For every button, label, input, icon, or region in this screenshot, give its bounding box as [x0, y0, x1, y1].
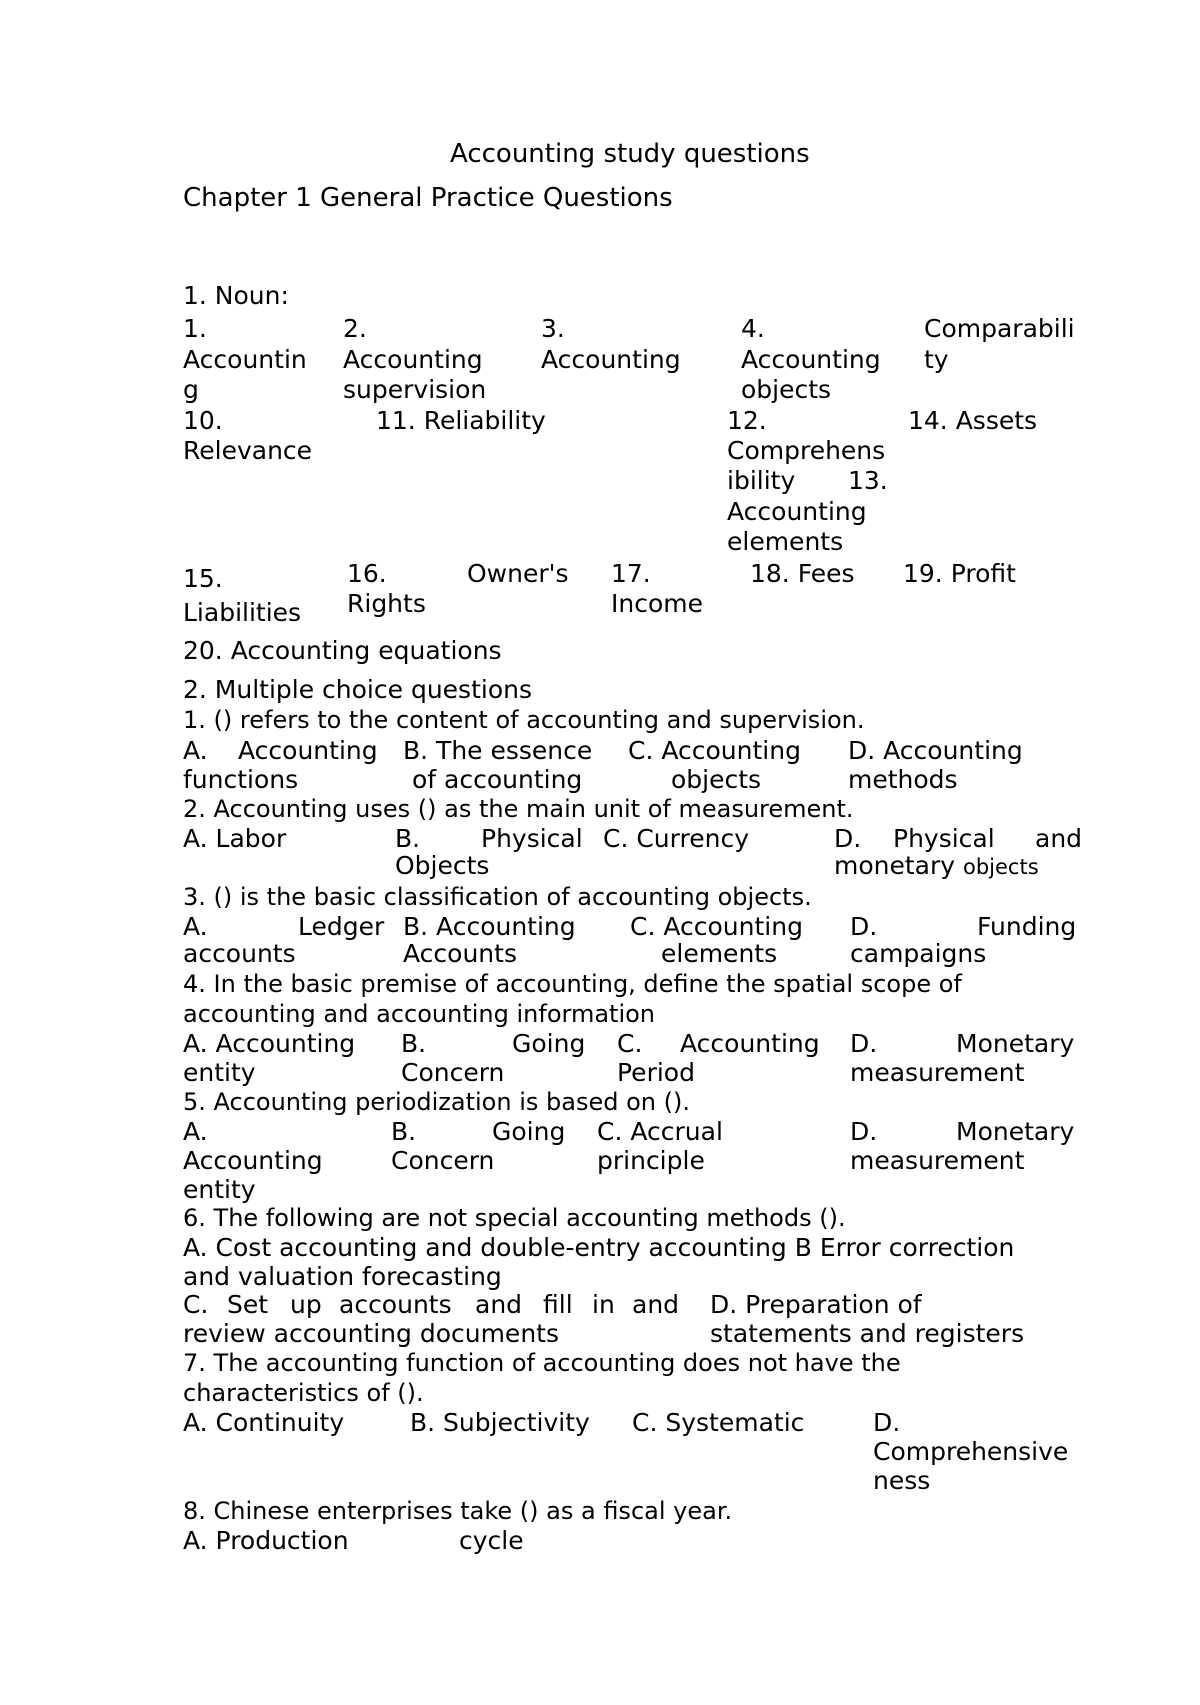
noun-item: 2.	[343, 314, 367, 343]
option-c: and	[632, 1290, 680, 1319]
noun-item: objects	[741, 375, 832, 404]
noun-item: Owner's	[467, 559, 569, 588]
option-d: D. Preparation of	[710, 1290, 922, 1319]
option-c: C. Accounting	[628, 736, 801, 765]
option-a: cycle	[459, 1526, 524, 1555]
question-text: 4. In the basic premise of accounting, define the spatial scope of	[183, 970, 962, 998]
question-text: 6. The following are not special accounting methods ().	[183, 1204, 846, 1232]
option-d: monetary	[834, 851, 956, 880]
noun-item: Accounting	[727, 497, 867, 526]
option-c: fill	[543, 1290, 573, 1319]
noun-item: 12.	[727, 406, 767, 435]
option-d: measurement	[850, 1058, 1025, 1087]
option-d: D.	[834, 824, 862, 853]
option-a: accounts	[183, 939, 296, 968]
question-text: 1. () refers to the content of accounting and supervision.	[183, 706, 865, 734]
option-d: D.	[873, 1408, 901, 1437]
option-a: Ledger	[298, 912, 385, 941]
question-text: 8. Chinese enterprises take () as a fiscal year.	[183, 1497, 733, 1525]
noun-item: 20. Accounting equations	[183, 636, 502, 665]
option-d: statements and registers	[710, 1319, 1025, 1348]
option-b: B.	[401, 1029, 427, 1058]
question-text: 3. () is the basic classification of accounting objects.	[183, 883, 812, 911]
option-c: elements	[661, 939, 778, 968]
noun-item: 3.	[541, 314, 565, 343]
option-d: campaigns	[850, 939, 987, 968]
noun-item: Accounting	[541, 345, 681, 374]
option-c: C.	[183, 1290, 209, 1319]
noun-item: 19. Profit	[903, 559, 1016, 588]
option-a: Accounting	[238, 736, 378, 765]
option-a: A.	[183, 1117, 208, 1146]
option-d: Comprehensive	[873, 1437, 1069, 1466]
option-d: D.	[850, 1029, 878, 1058]
document-title: Accounting study questions	[450, 139, 810, 169]
option-c: up	[290, 1290, 322, 1319]
option-a: Accounting	[183, 1146, 323, 1175]
option-b: of accounting	[412, 765, 583, 794]
option-a: A. Continuity	[183, 1408, 345, 1437]
option-a: A.	[183, 736, 208, 765]
noun-item: Income	[611, 589, 703, 618]
noun-item: 10.	[183, 406, 223, 435]
option-c: objects	[671, 765, 762, 794]
noun-item: 13.	[848, 466, 888, 495]
noun-item: 17.	[611, 559, 651, 588]
option-b: Concern	[391, 1146, 495, 1175]
option-c: review accounting documents	[183, 1319, 559, 1348]
option-b: B.	[391, 1117, 417, 1146]
question-text: characteristics of ().	[183, 1379, 424, 1407]
option-a: A. Labor	[183, 824, 287, 853]
option-c: and	[475, 1290, 523, 1319]
option-c: Set	[227, 1290, 269, 1319]
option-a: and valuation forecasting	[183, 1262, 502, 1291]
noun-item: ty	[924, 345, 949, 374]
noun-item: supervision	[343, 375, 487, 404]
question-text: 5. Accounting periodization is based on ().	[183, 1088, 690, 1116]
question-text: 7. The accounting function of accounting does not have the	[183, 1349, 901, 1377]
noun-item: ibility	[727, 466, 796, 495]
option-d: and	[1035, 824, 1083, 853]
noun-item: Relevance	[183, 436, 313, 465]
option-b: Going	[512, 1029, 586, 1058]
question-text: 2. Accounting uses () as the main unit of measurement.	[183, 795, 854, 823]
mc-section-heading: 2. Multiple choice questions	[183, 675, 532, 704]
option-c: accounts	[339, 1290, 452, 1319]
option-b: B. Accounting	[403, 912, 576, 941]
option-b: B. Subjectivity	[410, 1408, 590, 1437]
noun-item: Comprehens	[727, 436, 886, 465]
noun-item: 4.	[741, 314, 765, 343]
option-a: A. Production	[183, 1526, 349, 1555]
option-b: B.	[395, 824, 421, 853]
noun-item: Accounting	[343, 345, 483, 374]
option-b: Objects	[395, 851, 490, 880]
option-b: Going	[492, 1117, 566, 1146]
option-c: C. Currency	[603, 824, 749, 853]
option-c: C.	[617, 1029, 643, 1058]
option-d: D.	[850, 1117, 878, 1146]
option-d: D.	[850, 912, 878, 941]
option-d: objects	[963, 855, 1039, 879]
noun-section-heading: 1. Noun:	[183, 281, 289, 310]
option-c: principle	[597, 1146, 705, 1175]
option-a: A. Cost accounting and double-entry accounting B Error correction	[183, 1233, 1015, 1262]
noun-item: 16.	[347, 559, 387, 588]
option-c: C. Accounting	[630, 912, 803, 941]
option-c: C. Systematic	[632, 1408, 805, 1437]
option-d: methods	[848, 765, 958, 794]
noun-item: 15.	[183, 564, 223, 593]
noun-item: 14. Assets	[908, 406, 1038, 435]
option-b: Accounts	[403, 939, 517, 968]
option-b: Concern	[401, 1058, 505, 1087]
option-d: Physical	[893, 824, 995, 853]
option-d: measurement	[850, 1146, 1025, 1175]
option-c: Period	[617, 1058, 695, 1087]
option-b: B. The essence	[403, 736, 593, 765]
option-a: entity	[183, 1058, 256, 1087]
option-d: Funding	[977, 912, 1077, 941]
option-d: Monetary	[956, 1029, 1075, 1058]
noun-item: Accounting	[741, 345, 881, 374]
noun-item: 18. Fees	[750, 559, 855, 588]
noun-item: Comparabili	[924, 314, 1075, 343]
option-c: C. Accrual	[597, 1117, 723, 1146]
option-d: ness	[873, 1466, 931, 1495]
option-d: D. Accounting	[848, 736, 1023, 765]
question-text: accounting and accounting information	[183, 1000, 656, 1028]
noun-item: 1.	[183, 314, 207, 343]
noun-item: Rights	[347, 589, 426, 618]
option-c: in	[592, 1290, 615, 1319]
option-a: functions	[183, 765, 299, 794]
option-a: entity	[183, 1175, 256, 1204]
option-c: Accounting	[680, 1029, 820, 1058]
option-d: Monetary	[956, 1117, 1075, 1146]
chapter-heading: Chapter 1 General Practice Questions	[183, 183, 673, 213]
noun-item: 11. Reliability	[376, 406, 546, 435]
option-a: A. Accounting	[183, 1029, 356, 1058]
noun-item: Accountin	[183, 345, 307, 374]
noun-item: g	[183, 375, 199, 404]
option-a: A.	[183, 912, 208, 941]
noun-item: elements	[727, 527, 844, 556]
option-b: Physical	[481, 824, 583, 853]
noun-item: Liabilities	[183, 598, 302, 627]
